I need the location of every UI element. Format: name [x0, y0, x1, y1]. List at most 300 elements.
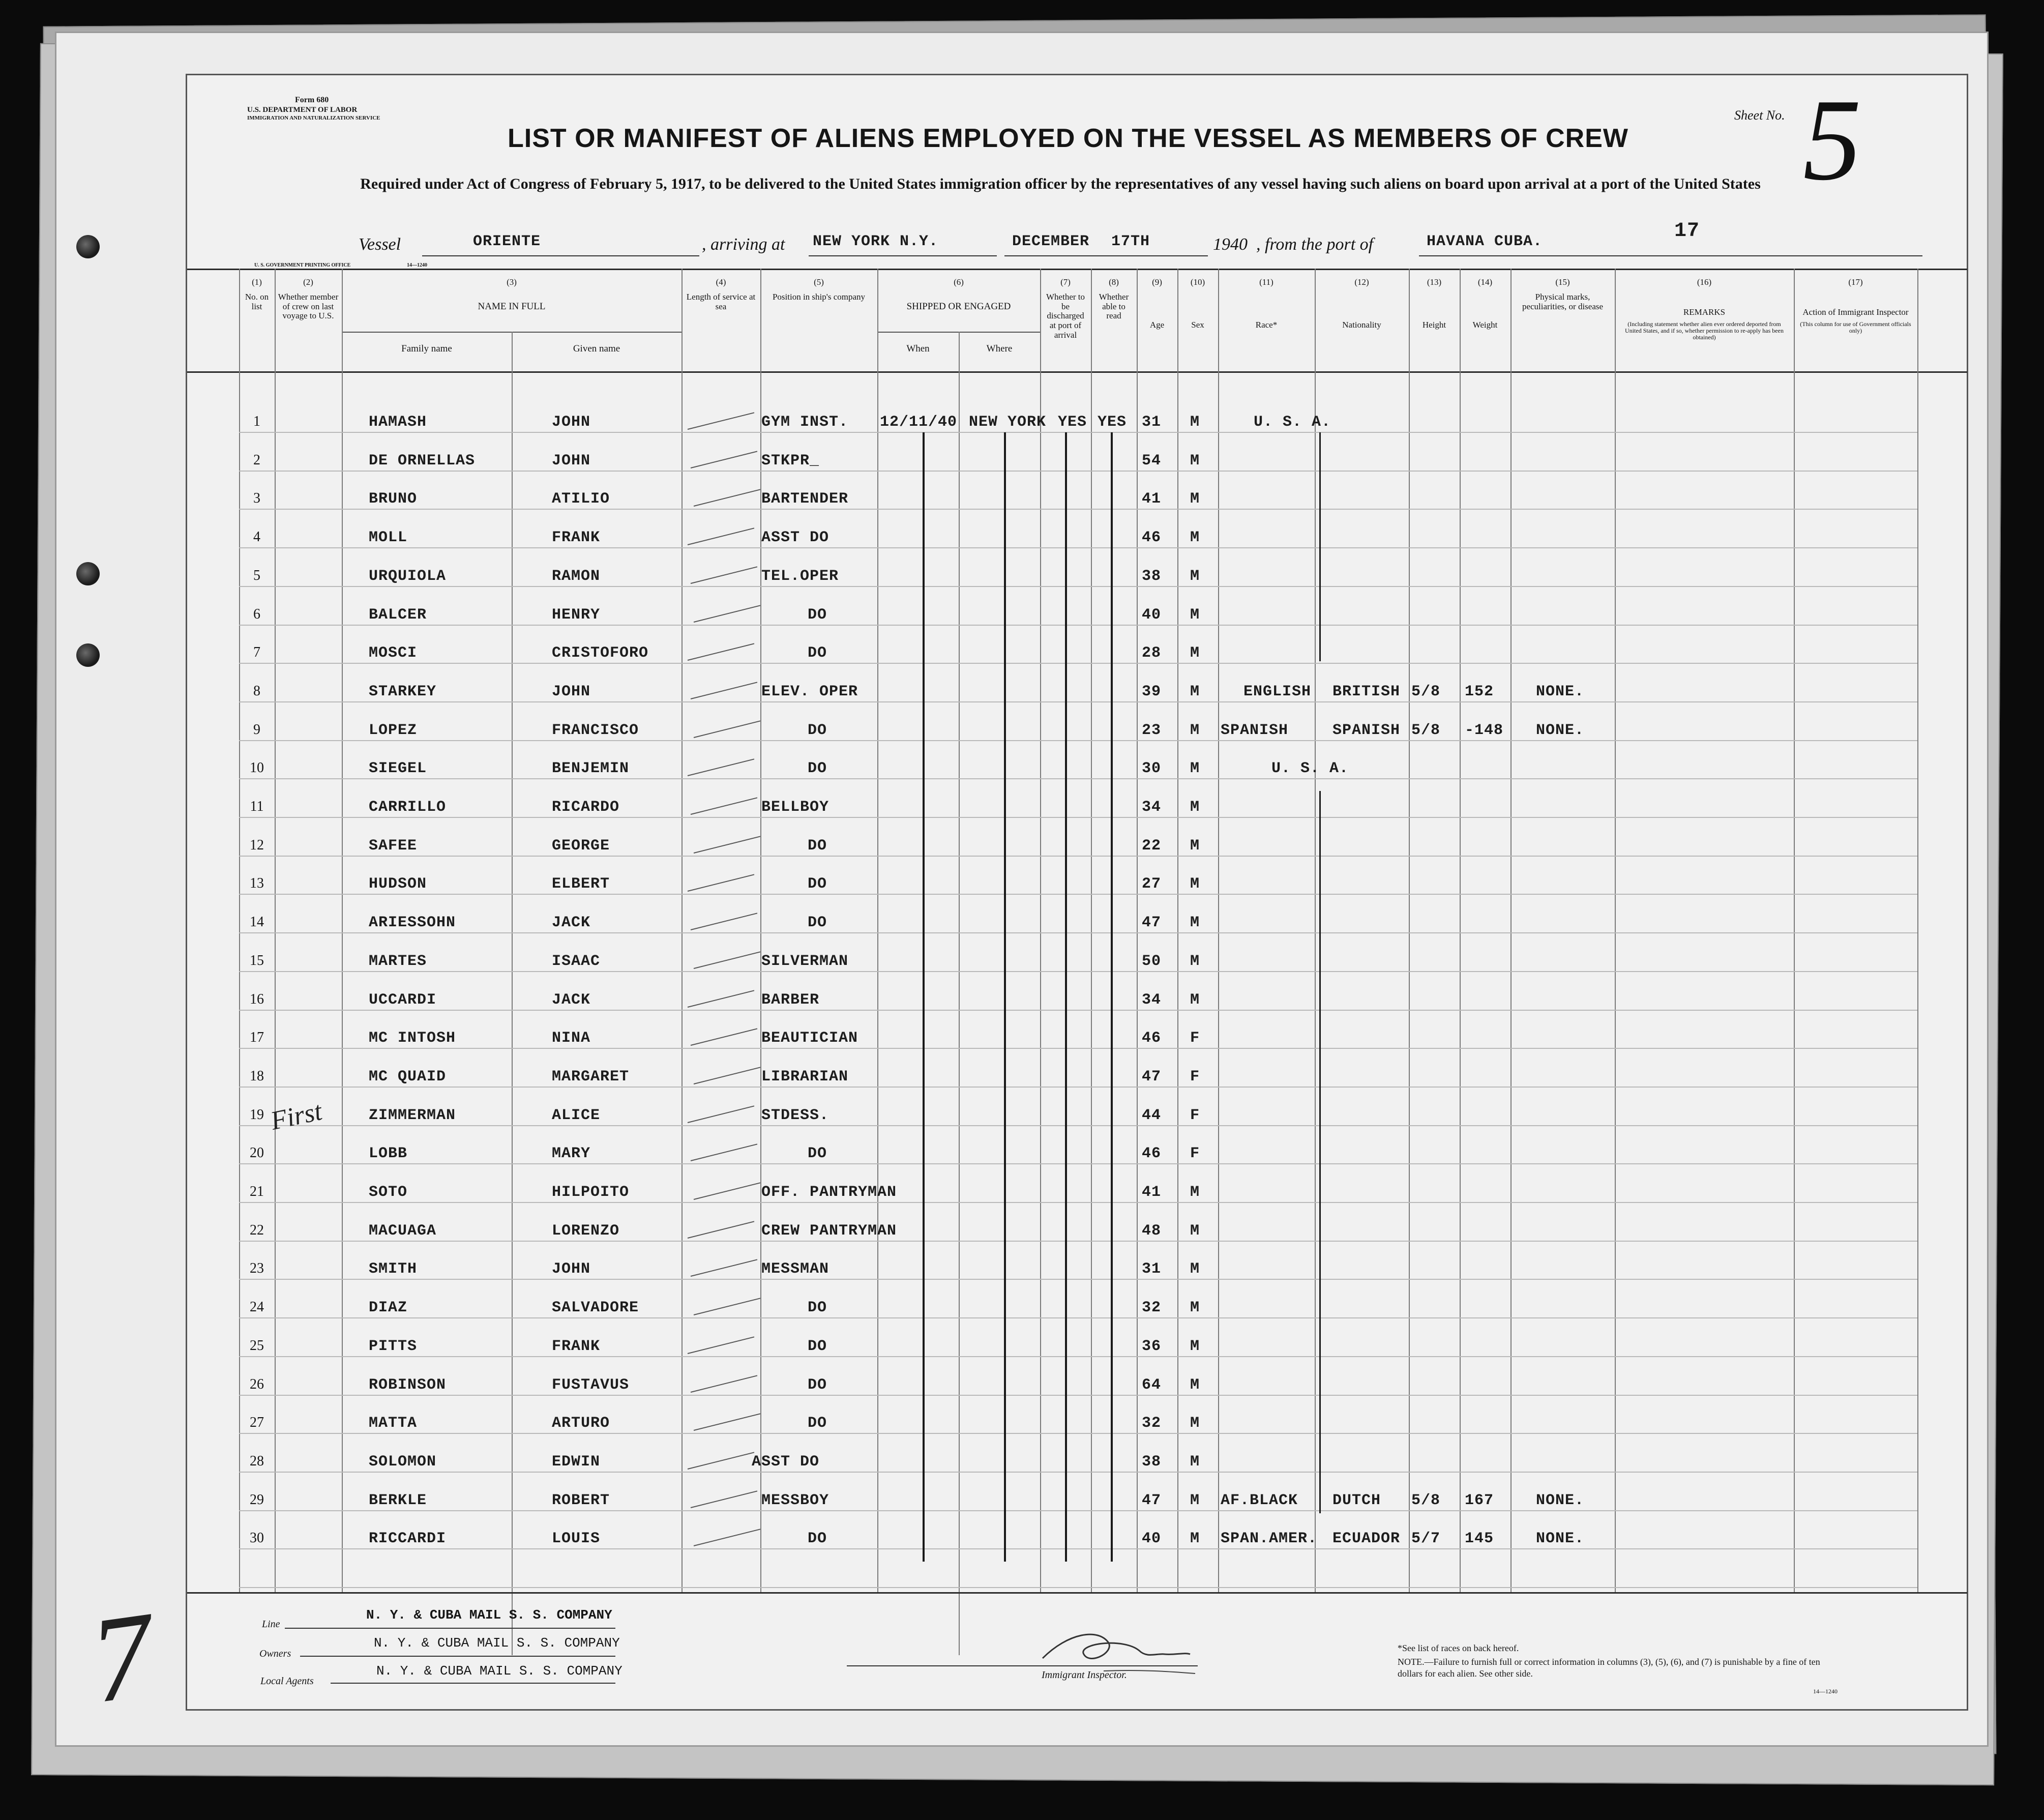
position: TEL.OPER [761, 568, 839, 585]
family-name: HUDSON [369, 875, 427, 893]
row-rule [239, 932, 1917, 933]
departure-port: HAVANA CUBA. [1427, 233, 1543, 250]
owners-underline [300, 1656, 615, 1657]
sex: M [1190, 760, 1200, 777]
sex: M [1190, 1376, 1200, 1394]
position: DO [808, 1299, 827, 1316]
age: 41 [1142, 490, 1162, 508]
family-name: ARIESSOHN [369, 914, 456, 931]
age: 34 [1142, 991, 1162, 1009]
column-label-c16: REMARKS [1683, 307, 1726, 317]
height: 5/8 [1411, 722, 1441, 739]
position: DO [808, 1530, 827, 1547]
row-rule [239, 701, 1917, 702]
column-rule [1794, 269, 1795, 1592]
given-name: JOHN [552, 452, 591, 469]
form-number: Form 680 [295, 96, 329, 104]
physical-marks: NONE. [1536, 1530, 1585, 1547]
family-name: SIEGEL [369, 760, 427, 777]
column-label-c4: Length of service at sea [686, 292, 756, 311]
family-name: MOSCI [369, 644, 418, 662]
row-rule [239, 1241, 1917, 1242]
page-title: LIST OR MANIFEST OF ALIENS EMPLOYED ON THE VESSEL AS MEMBERS OF CREW [508, 124, 1628, 153]
physical-marks: NONE. [1536, 683, 1585, 700]
shipped-when-header: When [906, 343, 930, 354]
vessel-name: ORIENTE [473, 233, 541, 250]
nationality: SPANISH [1332, 722, 1401, 739]
age: 47 [1142, 914, 1162, 931]
age: 31 [1142, 414, 1162, 431]
column-number-c11: (11) [1259, 277, 1273, 287]
family-name: MATTA [369, 1415, 418, 1432]
sex: M [1190, 1453, 1200, 1471]
given-name: JACK [552, 991, 591, 1009]
position: CREW PANTRYMAN [761, 1222, 897, 1240]
position: ELEV. OPER [761, 683, 858, 700]
physical-marks: NONE. [1536, 722, 1585, 739]
agents-label: Local Agents [260, 1676, 314, 1687]
sex: F [1190, 1068, 1200, 1085]
row-number: 23 [250, 1260, 264, 1276]
row-rule [239, 471, 1917, 472]
arrival-port: NEW YORK N.Y. [813, 233, 939, 250]
age: 47 [1142, 1068, 1162, 1085]
arriving-label: , arriving at [702, 235, 785, 254]
column-rule [512, 332, 513, 1655]
given-name: JOHN [552, 683, 591, 700]
shipped-where: NEW YORK [969, 414, 1047, 431]
age: 34 [1142, 799, 1162, 816]
column-number-c8: (8) [1109, 277, 1119, 287]
position: ASST DO [761, 529, 830, 546]
able-to-read: YES [1098, 414, 1127, 431]
column-label-c13: Height [1422, 320, 1446, 330]
given-name-header: Given name [573, 343, 620, 354]
column-number-c10: (10) [1190, 277, 1205, 287]
row-number: 20 [250, 1145, 264, 1161]
row-rule [239, 586, 1917, 587]
physical-marks: NONE. [1536, 1492, 1585, 1509]
position: BARTENDER [761, 490, 849, 508]
sex: M [1190, 644, 1200, 662]
ditto-mark-when [923, 432, 925, 1562]
given-name: HILPOITO [552, 1184, 630, 1201]
line-underline [285, 1628, 615, 1629]
column-number-c3: (3) [507, 277, 517, 287]
punch-hole-icon [76, 235, 100, 258]
family-name: MOLL [369, 529, 408, 546]
row-number: 8 [253, 683, 260, 699]
column-rule [682, 269, 683, 1592]
row-rule [239, 625, 1917, 626]
family-name: HAMASH [369, 414, 427, 431]
position: BARBER [761, 991, 820, 1009]
family-name: SMITH [369, 1260, 418, 1278]
race: SPANISH [1221, 722, 1289, 739]
row-number: 2 [253, 452, 260, 468]
row-number: 14 [250, 914, 264, 930]
age: 46 [1142, 1145, 1162, 1162]
age: 46 [1142, 529, 1162, 546]
position: SILVERMAN [761, 953, 849, 970]
column-number-c7: (7) [1060, 277, 1071, 287]
arrival-day: 17TH [1111, 233, 1150, 250]
age: 32 [1142, 1299, 1162, 1316]
family-name: SAFEE [369, 837, 418, 855]
sex: M [1190, 606, 1200, 624]
row-rule [239, 817, 1917, 818]
column-number-c6: (6) [954, 277, 964, 287]
position: DO [808, 914, 827, 931]
column-label-c6: SHIPPED OR ENGAGED [906, 301, 1011, 312]
column-sublabel-c16: (Including statement whether alien ever ordered deported from United States, and if so, whether permission to re-apply has been obtained) [1625, 320, 1784, 341]
column-rule [1615, 269, 1616, 1592]
given-name: ARTURO [552, 1415, 610, 1432]
age: 22 [1142, 837, 1162, 855]
races-note: *See list of races on back hereof. [1398, 1643, 1519, 1653]
column-rule [1091, 269, 1092, 1592]
row-number: 29 [250, 1492, 264, 1508]
sex: M [1190, 953, 1200, 970]
ditto-mark-discharged [1065, 432, 1067, 1562]
ditto-mark-race-usa [1319, 432, 1321, 661]
position: DO [808, 1376, 827, 1394]
age: 28 [1142, 644, 1162, 662]
footer-note: NOTE.—Failure to furnish full or correct information in columns (3), (5), (6), and (7) is punishable by a fine of ten dollars for each alien. See other side. [1398, 1657, 1820, 1679]
row-rule [239, 1125, 1917, 1126]
age: 30 [1142, 760, 1162, 777]
row-rule [239, 1163, 1917, 1164]
given-name: FRANCISCO [552, 722, 639, 739]
column-label-c1: No. on list [245, 292, 269, 311]
column-number-c2: (2) [303, 277, 313, 287]
shipped-when: 12/11/40 [880, 414, 958, 431]
family-name: RICCARDI [369, 1530, 447, 1547]
row-number: 17 [250, 1030, 264, 1045]
family-name: BALCER [369, 606, 427, 624]
row-rule [239, 894, 1917, 895]
given-name: CRISTOFORO [552, 644, 649, 662]
sex: M [1190, 837, 1200, 855]
age: 32 [1142, 1415, 1162, 1432]
family-name: MACUAGA [369, 1222, 437, 1240]
given-name: GEORGE [552, 837, 610, 855]
given-name: BENJEMIN [552, 760, 630, 777]
row-rule [239, 663, 1917, 664]
line-label: Line [262, 1619, 280, 1630]
row-rule [239, 1087, 1917, 1088]
given-name: RICARDO [552, 799, 620, 816]
row-number: 13 [250, 875, 264, 891]
age: 39 [1142, 683, 1162, 700]
sex: M [1190, 1299, 1200, 1316]
column-number-c13: (13) [1427, 277, 1442, 287]
given-name: FUSTAVUS [552, 1376, 630, 1394]
position: BELLBOY [761, 799, 830, 816]
nationality: BRITISH [1332, 683, 1401, 700]
row-number: 16 [250, 991, 264, 1007]
printing-code: 14—1240 [407, 262, 427, 268]
column-label-c9: Age [1149, 320, 1165, 330]
family-name: URQUIOLA [369, 568, 447, 585]
inspector-underline [847, 1665, 1198, 1666]
row-number: 6 [253, 606, 260, 622]
column-number-c16: (16) [1697, 277, 1712, 287]
row-rule [239, 1433, 1917, 1434]
column-rule [1040, 269, 1041, 1592]
row-number: 25 [250, 1338, 264, 1354]
inspector-label: Immigrant Inspector. [1042, 1669, 1127, 1681]
date-underline [1004, 255, 1208, 256]
row-number: 10 [250, 760, 264, 776]
row-number: 19 [250, 1107, 264, 1123]
family-name: MARTES [369, 953, 427, 970]
sex: M [1190, 875, 1200, 893]
age: 40 [1142, 1530, 1162, 1547]
header-bottom-rule [187, 371, 1967, 373]
position: DO [808, 606, 827, 624]
row-rule [239, 740, 1917, 741]
sex: M [1190, 568, 1200, 585]
given-name: MARY [552, 1145, 591, 1162]
given-name: JOHN [552, 414, 591, 431]
sex: M [1190, 991, 1200, 1009]
shipped-where-header: Where [986, 343, 1013, 354]
column-rule [275, 269, 276, 1592]
sex: F [1190, 1107, 1200, 1124]
age: 41 [1142, 1184, 1162, 1201]
position: DO [808, 875, 827, 893]
position: STKPR_ [761, 452, 820, 469]
column-rule [342, 269, 343, 1592]
row-rule [239, 432, 1917, 433]
row-rule [239, 1010, 1917, 1011]
column-label-c15: Physical marks, peculiarities, or disease [1522, 292, 1604, 311]
column-label-c12: Nationality [1342, 320, 1381, 330]
column-rule [959, 332, 960, 1655]
given-name: ISAAC [552, 953, 601, 970]
age: 46 [1142, 1030, 1162, 1047]
agents-value: N. Y. & CUBA MAIL S. S. COMPANY [376, 1663, 623, 1679]
department-name: U.S. DEPARTMENT OF LABOR [247, 106, 358, 114]
column-number-c12: (12) [1354, 277, 1369, 287]
printing-office: U. S. GOVERNMENT PRINTING OFFICE [254, 262, 351, 268]
column-number-c1: (1) [252, 277, 262, 287]
family-name: PITTS [369, 1338, 418, 1355]
age: 31 [1142, 1260, 1162, 1278]
age: 38 [1142, 1453, 1162, 1471]
sex: M [1190, 1530, 1200, 1547]
race: U. S. A. [1271, 760, 1349, 777]
age: 27 [1142, 875, 1162, 893]
nationality: ECUADOR [1332, 1530, 1401, 1547]
margin-note: 7 [82, 1586, 162, 1729]
row-number: 24 [250, 1299, 264, 1315]
ditto-mark-race-usa-2 [1319, 791, 1321, 1513]
row-rule [239, 971, 1917, 972]
age: 38 [1142, 568, 1162, 585]
given-name: MARGARET [552, 1068, 630, 1085]
row-number: 22 [250, 1222, 264, 1238]
family-name: LOBB [369, 1145, 408, 1162]
column-label-c11: Race* [1255, 320, 1278, 330]
stamp-number: 17 [1674, 220, 1700, 243]
sex: M [1190, 914, 1200, 931]
from-label: , from the port of [1256, 235, 1374, 254]
row-rule [239, 1395, 1917, 1396]
column-rule [1315, 269, 1316, 1592]
row-number: 3 [253, 490, 260, 506]
given-name: RAMON [552, 568, 601, 585]
sex: M [1190, 490, 1200, 508]
age: 47 [1142, 1492, 1162, 1509]
row-rule [239, 547, 1917, 548]
ditto-mark-where [1004, 432, 1006, 1562]
owners-label: Owners [259, 1648, 291, 1659]
position: GYM INST. [761, 414, 849, 431]
age: 64 [1142, 1376, 1162, 1394]
row-rule [239, 778, 1917, 779]
nationality: DUTCH [1332, 1492, 1381, 1509]
height: 5/7 [1411, 1530, 1441, 1547]
family-name: MC INTOSH [369, 1030, 456, 1047]
weight: 167 [1465, 1492, 1494, 1509]
position: DO [808, 1145, 827, 1162]
row-number: 12 [250, 837, 264, 853]
column-label-c3: NAME IN FULL [478, 301, 546, 312]
given-name: ROBERT [552, 1492, 610, 1509]
family-name: ZIMMERMAN [369, 1107, 456, 1124]
column-number-c14: (14) [1477, 277, 1493, 287]
given-name: NINA [552, 1030, 591, 1047]
sex: M [1190, 722, 1200, 739]
given-name: EDWIN [552, 1453, 601, 1471]
column-label-c14: Weight [1472, 320, 1498, 330]
line-value: N. Y. & CUBA MAIL S. S. COMPANY [366, 1607, 612, 1623]
family-name: SOLOMON [369, 1453, 437, 1471]
age: 23 [1142, 722, 1162, 739]
footer-code: 14—1240 [1813, 1688, 1838, 1695]
column-rule [1409, 269, 1410, 1592]
row-rule [239, 1202, 1917, 1203]
age: 44 [1142, 1107, 1162, 1124]
family-name: ROBINSON [369, 1376, 447, 1394]
row-number: 4 [253, 529, 260, 545]
row19-annotation: First [268, 1097, 324, 1136]
sex: M [1190, 683, 1200, 700]
column-number-c9: (9) [1152, 277, 1162, 287]
column-number-c5: (5) [814, 277, 824, 287]
sex: M [1190, 1415, 1200, 1432]
departure-underline [1419, 255, 1922, 256]
given-name: SALVADORE [552, 1299, 639, 1316]
position: DO [808, 837, 827, 855]
sheet-number: 5 [1803, 75, 1861, 204]
age: 48 [1142, 1222, 1162, 1240]
punch-hole-icon [76, 643, 100, 667]
given-name: LOUIS [552, 1530, 601, 1547]
sex: F [1190, 1145, 1200, 1162]
column-label-c2: Whether member of crew on last voyage to U.S. [278, 292, 339, 321]
row-number: 28 [250, 1453, 264, 1469]
row-rule [239, 509, 1917, 510]
agents-underline [331, 1683, 615, 1684]
age: 40 [1142, 606, 1162, 624]
column-rule [1137, 269, 1138, 1592]
given-name: FRANK [552, 529, 601, 546]
row-number: 27 [250, 1415, 264, 1430]
race: ENGLISH [1243, 683, 1312, 700]
given-name: JOHN [552, 1260, 591, 1278]
row-number: 15 [250, 953, 264, 968]
row-number: 5 [253, 568, 260, 583]
given-name: ATILIO [552, 490, 610, 508]
given-name: JACK [552, 914, 591, 931]
column-number-c15: (15) [1555, 277, 1570, 287]
position: DO [808, 722, 827, 739]
column-rule [1510, 269, 1512, 1592]
vessel-underline [422, 255, 699, 256]
height: 5/8 [1411, 1492, 1441, 1509]
sex: M [1190, 452, 1200, 469]
weight: 145 [1465, 1530, 1494, 1547]
sex: M [1190, 1184, 1200, 1201]
given-name: ELBERT [552, 875, 610, 893]
row-number: 21 [250, 1184, 264, 1199]
sex: M [1190, 799, 1200, 816]
position: LIBRARIAN [761, 1068, 849, 1085]
family-name: LOPEZ [369, 722, 418, 739]
sex: M [1190, 529, 1200, 546]
discharged: YES [1058, 414, 1087, 431]
sex: M [1190, 1222, 1200, 1240]
given-name: ALICE [552, 1107, 601, 1124]
given-name: HENRY [552, 606, 601, 624]
family-name: DIAZ [369, 1299, 408, 1316]
position: STDESS. [761, 1107, 830, 1124]
service-name: IMMIGRATION AND NATURALIZATION SERVICE [247, 115, 380, 121]
column-label-c8: Whether able to read [1099, 292, 1129, 321]
row-rule [239, 1356, 1917, 1357]
row-number: 1 [253, 414, 260, 429]
position: BEAUTICIAN [761, 1030, 858, 1047]
position: MESSMAN [761, 1260, 830, 1278]
family-name: BERKLE [369, 1492, 427, 1509]
arrival-year: 1940 [1213, 235, 1248, 254]
sex: M [1190, 414, 1200, 431]
position: DO [808, 1338, 827, 1355]
age: 36 [1142, 1338, 1162, 1355]
family-name: BRUNO [369, 490, 418, 508]
column-label-c17: Action of Immigrant Inspector [1802, 307, 1909, 317]
row-rule [239, 1279, 1917, 1280]
position: ASST DO [752, 1453, 820, 1471]
given-name: FRANK [552, 1338, 601, 1355]
age: 54 [1142, 452, 1162, 469]
column-rule [239, 269, 240, 1592]
row-number: 7 [253, 644, 260, 660]
family-name: MC QUAID [369, 1068, 447, 1085]
sex: M [1190, 1338, 1200, 1355]
column-rule [1218, 269, 1219, 1592]
ditto-mark-read [1111, 432, 1113, 1562]
row-number: 26 [250, 1376, 264, 1392]
vessel-label: Vessel [359, 235, 401, 254]
weight: 152 [1465, 683, 1494, 700]
position: OFF. PANTRYMAN [761, 1184, 897, 1201]
column-label-c10: Sex [1191, 320, 1204, 330]
sex: F [1190, 1030, 1200, 1047]
